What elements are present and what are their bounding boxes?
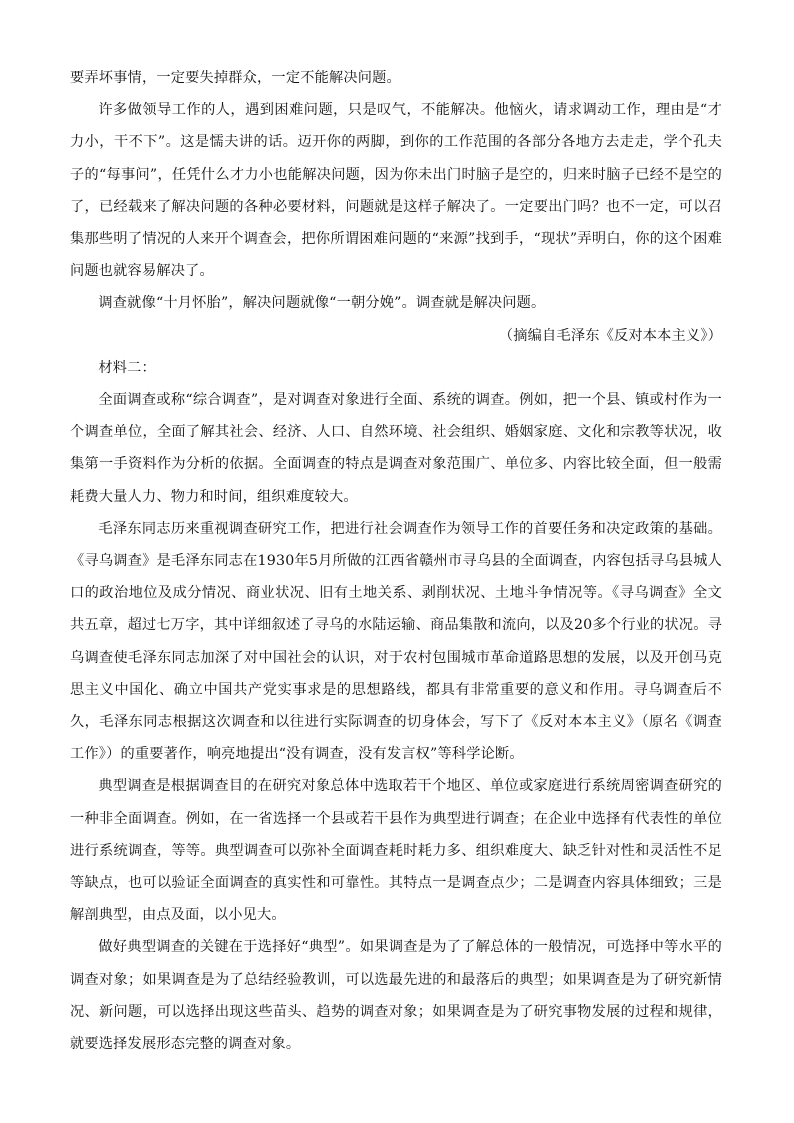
paragraph-3: 调查就像“十月怀胎”，解决问题就像“一朝分娩”。调查就是解决问题。 xyxy=(98,295,546,312)
paragraph-1: 要弄坏事情，一定要失掉群众，一定不能解决问题。 xyxy=(70,70,401,86)
material-heading: 材料二： xyxy=(98,359,156,376)
paragraph-comprehensive-survey: 全面调查或称“综合调查”，是对调查对象进行全面、系统的调查。例如，把一个县、镇或村作为一个调查单位，全面了解其社会、经济、人口、自然环境、社会组织、婚姻家庭、文化和宗教等状况，收集第一手资料作为分析的依据。全面调查的特点是调查对象范围广、单位多、内容比较全面，但一般需耗费大量人力、物力和时间，组织难度较大。 xyxy=(70,392,722,505)
document-page xyxy=(70,62,722,1060)
paragraph-typical-survey: 典型调查是根据调查目的在研究对象总体中选取若干个地区、单位或家庭进行系统周密调查研究的一种非全面调查。例如，在一省选择一个县或若干县作为典型进行调查；在企业中选择有代表性的单位进行系统调查，等等。典型调查可以弥补全面调查耗时耗力多、组织难度大、缺乏针对性和灵活性不足等缺点，也可以验证全面调查的真实性和可靠性。其特点一是调查点少；二是调查内容具体细致；三是解剖典型，由点及面，以小见大。 xyxy=(70,778,722,924)
source-citation: （摘编自毛泽东《反对本本主义》） xyxy=(498,327,722,344)
paragraph-choose-typical: 做好典型调查的关键在于选择好“典型”。如果调查是为了了解总体的一般情况，可选择中等水平的调查对象；如果调查是为了总结经验教训，可以选最先进的和最落后的典型；如果调查是为了研究新情况、新问题，可以选择出现这些苗头、趋势的调查对象；如果调查是为了研究事物发展的过程和规律，就要选择发展形态完整的调查对象。 xyxy=(70,939,722,1053)
paragraph-xunwu-survey: 毛泽东同志历来重视调查研究工作，把进行社会调查作为领导工作的首要任务和决定政策的基础。《寻乌调查》是毛泽东同志在1930年5月所做的江西省赣州市寻乌县的全面调查，内容包括寻乌县城人口的政治地位及成分情况、商业状况、旧有土地关系、剥削状况、土地斗争情况等。《寻乌调查》全文共五章，超过七万字，其中详细叙述了寻乌的水陆运输、商品集散和流向，以及20多个行业的状况。寻乌调查使毛泽东同志加深了对中国社会的认识，对于农村包围城市革命道路思想的发展，以及开创马克思主义中国化、确立中国共产党实事求是的思想路线，都具有非常重要的意义和作用。寻乌调查后不久，毛泽东同志根据这次调查和以往进行实际调查的切身体会，写下了《反对本本主义》（原名《调查工作》）的重要著作，响亮地提出“没有调查，没有发言权”等科学论断。 xyxy=(70,520,722,763)
paragraph-2: 许多做领导工作的人，遇到困难问题，只是叹气，不能解决。他恼火，请求调动工作，理由是“才力小，干不下”。这是懦夫讲的话。迈开你的两脚，到你的工作范围的各部分各地方去走走，学个孔夫子的“每事问”，任凭什么才力小也能解决问题，因为你未出门时脑子是空的，归来时脑子已经不是空的了，已经载来了解决问题的各种必要材料，问题就是这样子解决了。一定要出门吗？也不一定，可以召集那些明了情况的人来开个调查会，把你所谓困难问题的“来源”找到手，“现状”弄明白，你的这个困难问题也就容易解决了。 xyxy=(70,102,722,280)
